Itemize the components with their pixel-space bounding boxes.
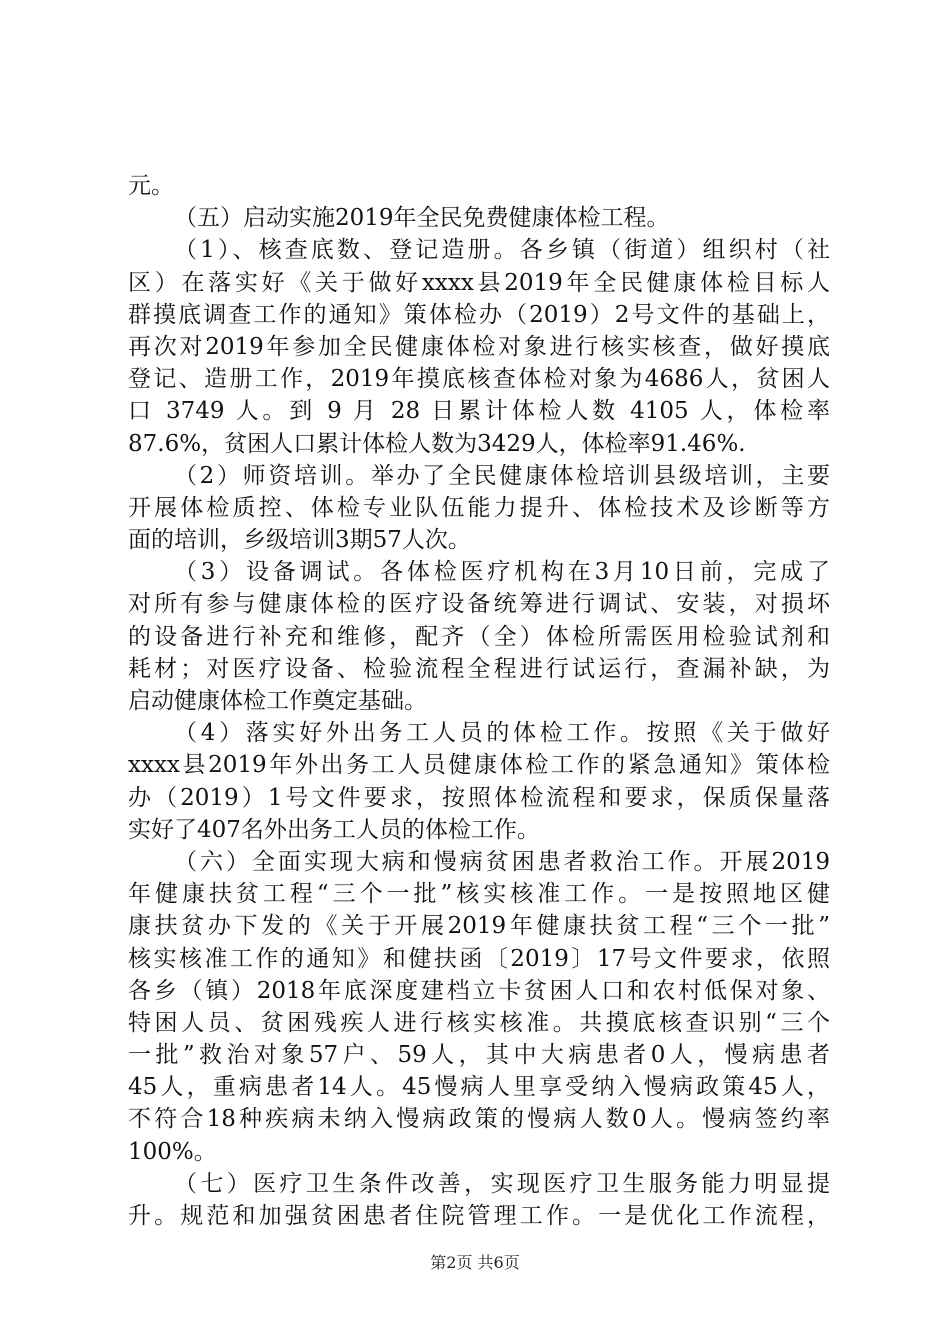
text-line: 元。 xyxy=(128,173,174,199)
text-line: 不符合18种疾病未纳入慢病政策的慢病人数0人。慢病签约率 xyxy=(128,1106,830,1133)
text-line: 开展体检质控、体检专业队伍能力提升、体检技术及诊断等方 xyxy=(128,494,830,521)
text-line: 群摸底调查工作的通知》策体检办（2019）2号文件的基础上， xyxy=(128,301,830,328)
section-heading: （六）全面实现大病和慢病贫困患者救治工作。开展2019 xyxy=(174,848,830,875)
text-line: 登记、造册工作，2019年摸底核查体检对象为4686人，贫困人 xyxy=(128,366,830,393)
text-line: 87.6%，贫困人口累计体检人数为3429人，体检率91.46%. xyxy=(128,430,746,457)
text-line: 区）在落实好《关于做好xxxx县2019年全民健康体检目标人 xyxy=(128,269,830,296)
text-line: （4）落实好外出务工人员的体检工作。按照《关于做好 xyxy=(174,720,830,747)
text-line: xxxx县2019年外出务工人员健康体检工作的紧急通知》策体检 xyxy=(128,752,830,779)
document-body xyxy=(128,170,830,1232)
text-line: 对所有参与健康体检的医疗设备统筹进行调试、安装，对损坏 xyxy=(128,591,830,618)
text-line: 100%。 xyxy=(128,1138,217,1165)
text-line: 再次对2019年参加全民健康体检对象进行核实核查，做好摸底 xyxy=(128,333,830,360)
text-line: 核实核准工作的通知》和健扶函〔2019〕17号文件要求，依照 xyxy=(128,945,830,972)
text-line: 45人，重病患者14人。45慢病人里享受纳入慢病政策45人， xyxy=(128,1074,830,1101)
text-line: 启动健康体检工作奠定基础。 xyxy=(128,688,427,714)
section-heading: （五）启动实施2019年全民免费健康体检工程。 xyxy=(174,205,670,232)
text-line: 各乡（镇）2018年底深度建档立卡贫困人口和农村低保对象、 xyxy=(128,977,830,1004)
text-line: 面的培训，乡级培训3期57人次。 xyxy=(128,527,471,554)
section-heading: （七）医疗卫生条件改善，实现医疗卫生服务能力明显提 xyxy=(174,1170,830,1197)
text-line: 办（2019）1号文件要求，按照体检流程和要求，保质保量落 xyxy=(128,784,830,811)
text-line: 实好了407名外出务工人员的体检工作。 xyxy=(128,816,540,843)
text-line: （1）、核查底数、登记造册。各乡镇（街道）组织村（社 xyxy=(174,237,830,264)
text-line: 口 3749 人。到 9 月 28 日累计体检人数 4105 人，体检率 xyxy=(128,398,830,425)
text-line: 一批”救治对象57户、59人，其中大病患者0人，慢病患者 xyxy=(128,1042,830,1069)
text-line: 的设备进行补充和维修，配齐（全）体检所需医用检验试剂和 xyxy=(128,623,830,650)
text-line: （2）师资培训。举办了全民健康体检培训县级培训，主要 xyxy=(174,462,830,489)
text-line: 耗材；对医疗设备、检验流程全程进行试运行，查漏补缺，为 xyxy=(128,655,830,682)
text-line: 康扶贫办下发的《关于开展2019年健康扶贫工程“三个一批” xyxy=(128,913,830,940)
page-footer xyxy=(0,1250,950,1273)
page-number: 第2页 共6页 xyxy=(430,1253,520,1272)
text-line: 升。规范和加强贫困患者住院管理工作。一是优化工作流程， xyxy=(128,1203,830,1229)
text-line: 特困人员、贫困残疾人进行核实核准。共摸底核查识别“三个 xyxy=(128,1009,830,1036)
text-line: 年健康扶贫工程“三个一批”核实核准工作。一是按照地区健 xyxy=(128,881,830,908)
text-line: （3）设备调试。各体检医疗机构在3月10日前，完成了 xyxy=(174,559,830,586)
